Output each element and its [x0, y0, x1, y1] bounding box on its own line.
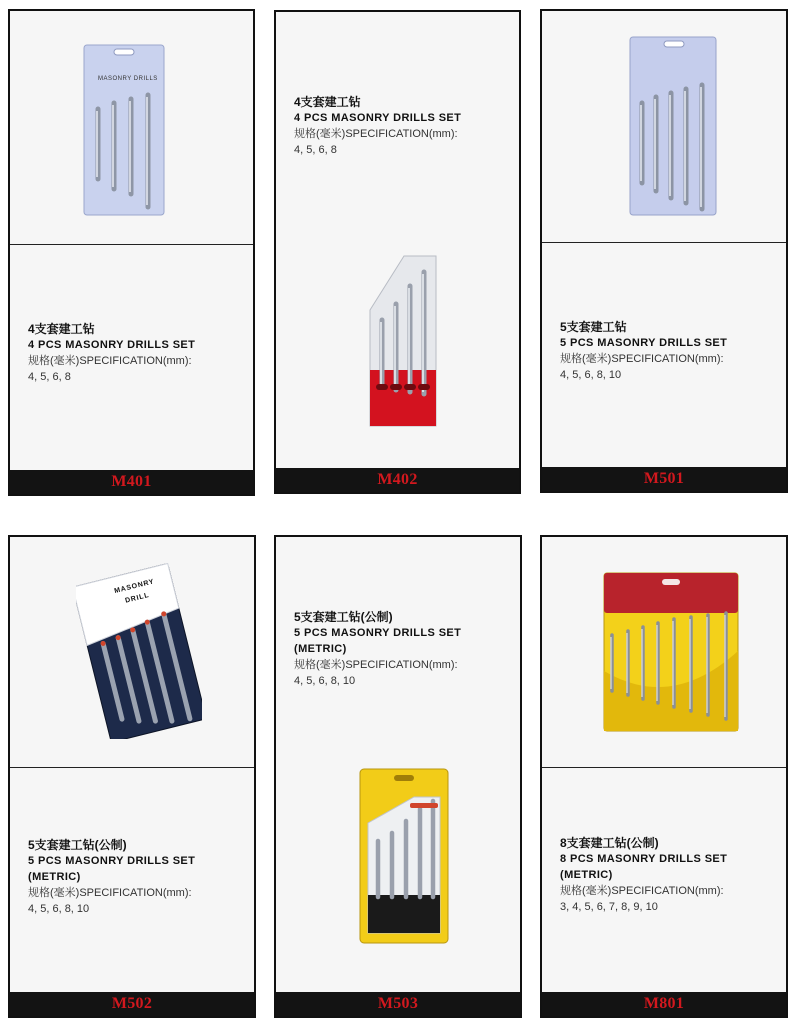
product-code: M501: [643, 470, 685, 487]
product-description: [560, 835, 778, 915]
title-zh: 5支套建工钻(公制): [28, 838, 127, 852]
product-description: [28, 837, 246, 917]
spec-label: 规格(毫米)SPECIFICATION(mm):: [294, 128, 458, 140]
divider: [542, 767, 786, 768]
divider: [542, 242, 786, 243]
product-card-m503: [274, 535, 522, 1018]
title-en: 5 PCS MASONRY DRILLS SET: [294, 627, 462, 639]
title-en-2: (METRIC): [294, 643, 347, 655]
title-en: 5 PCS MASONRY DRILLS SET: [560, 337, 728, 349]
product-photo: [80, 39, 170, 219]
pack-label: MASONRY DRILLS: [98, 76, 158, 82]
spec-label: 规格(毫米)SPECIFICATION(mm):: [560, 353, 724, 365]
spec-label: 规格(毫米)SPECIFICATION(mm):: [28, 355, 192, 367]
spec-label: 规格(毫米)SPECIFICATION(mm):: [28, 887, 192, 899]
product-code: M502: [111, 995, 153, 1012]
title-zh: 4支套建工钻: [28, 322, 95, 336]
product-code: M402: [377, 471, 418, 488]
title-zh: 5支套建工钻: [560, 320, 627, 334]
pack-label: MASONRY DRILL: [113, 578, 156, 605]
divider: [10, 767, 254, 768]
title-zh: 8支套建工钻(公制): [560, 836, 659, 850]
title-en: 5 PCS MASONRY DRILLS SET: [28, 855, 196, 867]
title-en: 4 PCS MASONRY DRILLS SET: [28, 339, 196, 351]
sizes: 4, 5, 6, 8, 10: [28, 903, 90, 915]
product-card-m402: [274, 10, 521, 494]
product-card-m502: [8, 535, 256, 1018]
product-photo: [626, 33, 720, 219]
product-description: [28, 321, 245, 385]
sizes: 3, 4, 5, 6, 7, 8, 9, 10: [560, 901, 658, 913]
product-description: [294, 94, 511, 158]
product-card-m401: [8, 9, 255, 496]
title-en-2: (METRIC): [560, 869, 613, 881]
product-photo: [364, 250, 440, 430]
product-description: [294, 609, 512, 689]
product-code: M503: [377, 995, 419, 1012]
spec-label: 规格(毫米)SPECIFICATION(mm):: [294, 659, 458, 671]
product-card-m501: [540, 9, 788, 493]
title-en: 4 PCS MASONRY DRILLS SET: [294, 112, 462, 124]
title-zh: 4支套建工钻: [294, 95, 361, 109]
divider: [10, 244, 253, 245]
title-en-2: (METRIC): [28, 871, 81, 883]
product-card-m801: [540, 535, 788, 1018]
sizes: 4, 5, 6, 8: [294, 144, 337, 156]
title-zh: 5支套建工钻(公制): [294, 610, 393, 624]
sizes: 4, 5, 6, 8, 10: [294, 675, 356, 687]
product-code: M801: [643, 995, 685, 1012]
sizes: 4, 5, 6, 8: [28, 371, 71, 383]
sizes: 4, 5, 6, 8, 10: [560, 369, 622, 381]
title-en: 8 PCS MASONRY DRILLS SET: [560, 853, 728, 865]
product-code: M401: [111, 473, 152, 490]
spec-label: 规格(毫米)SPECIFICATION(mm):: [560, 885, 724, 897]
product-photo: [356, 763, 452, 947]
product-photo: [602, 571, 740, 735]
product-description: [560, 319, 778, 383]
